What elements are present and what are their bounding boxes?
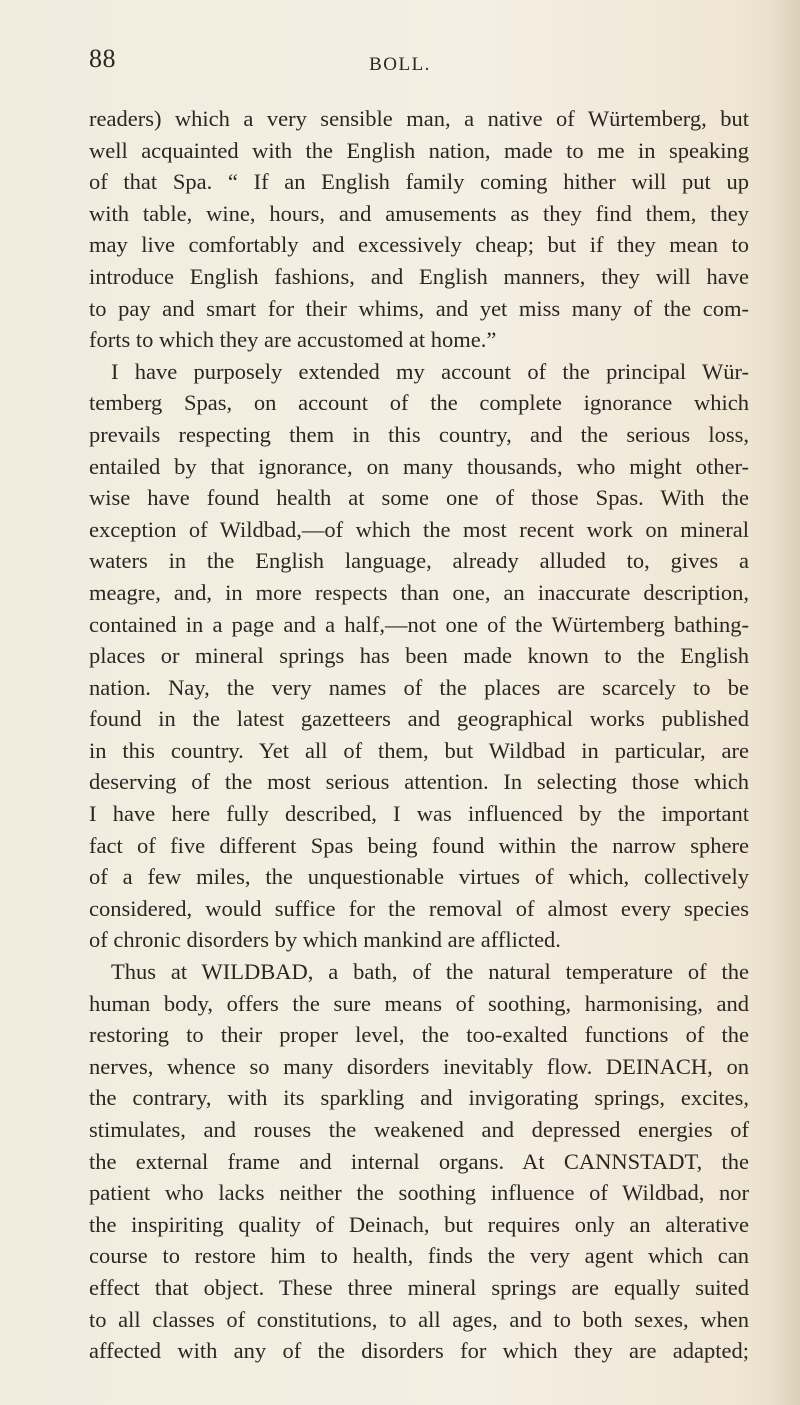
text-line: the inspiriting quality of Deinach, but requires only an alterative [89, 1211, 749, 1237]
body-text [89, 103, 749, 1367]
text-line: nerves, whence so many disorders inevitably flow. DEINACH, on [89, 1053, 749, 1079]
text-line: in this country. Yet all of them, but Wildbad in particular, are [89, 737, 749, 763]
text-line: meagre, and, in more respects than one, an inaccurate description, [89, 579, 749, 605]
text-line: entailed by that ignorance, on many thousands, who might other- [89, 453, 749, 479]
text-line: patient who lacks neither the soothing influence of Wildbad, nor [89, 1180, 749, 1206]
text-line: human body, offers the sure means of soothing, harmonising, and [89, 990, 749, 1016]
text-line: places or mineral springs has been made known to the English [89, 643, 749, 669]
text-line: stimulates, and rouses the weakened and depressed energies of [89, 1117, 749, 1142]
text-line: temberg Spas, on account of the complete ignorance which [89, 390, 749, 416]
text-line: contained in a page and a half,—not one of the Würtemberg bathing- [89, 611, 749, 637]
text-line: forts to which they are accustomed at home.” [89, 327, 497, 353]
text-line: the external frame and internal organs. At CANNSTADT, the [89, 1148, 749, 1174]
page-number: 88 [89, 44, 116, 73]
text-line: of chronic disorders by which mankind are afflicted. [89, 927, 561, 953]
text-line: may live comfortably and excessively cheap; but if they mean to [89, 232, 749, 258]
text-line: with table, wine, hours, and amusements as they find them, they [89, 200, 749, 226]
text-line: waters in the English language, already alluded to, gives a [89, 548, 749, 574]
text-line: of that Spa. “ If an English family coming hither will put up [89, 169, 749, 195]
text-line: introduce English fashions, and English manners, they will have [89, 263, 749, 289]
running-title: BOLL. [369, 54, 431, 75]
text-line: the contrary, with its sparkling and invigorating springs, excites, [89, 1085, 749, 1111]
text-line: fact of five different Spas being found within the narrow sphere [89, 832, 749, 858]
text-line: readers) which a very sensible man, a native of Würtemberg, but [89, 106, 749, 131]
text-line: course to restore him to health, finds the very agent which can [89, 1243, 749, 1269]
text-line: exception of Wildbad,—of which the most recent work on mineral [89, 516, 749, 542]
text-line: wise have found health at some one of those Spas. With the [89, 485, 749, 511]
page-edge-shadow [770, 0, 800, 1405]
text-line: to pay and smart for their whims, and yet miss many of the com- [89, 295, 749, 321]
text-line: prevails respecting them in this country, and the serious loss, [89, 421, 749, 447]
text-line: well acquainted with the English nation, made to me in speaking [89, 137, 749, 163]
text-line: effect that object. These three mineral springs are equally suited [89, 1274, 749, 1300]
text-line: to all classes of constitutions, to all ages, and to both sexes, when [89, 1306, 749, 1332]
text-line: I have here fully described, I was influenced by the important [89, 801, 749, 827]
text-line: Thus at WILDBAD, a bath, of the natural temperature of the [111, 959, 749, 985]
text-line: restoring to their proper level, the too-exalted functions of the [89, 1022, 749, 1048]
text-line: found in the latest gazetteers and geographical works published [89, 706, 749, 732]
text-line: nation. Nay, the very names of the places are scarcely to be [89, 674, 749, 700]
text-line: of a few miles, the unquestionable virtues of which, collectively [89, 864, 749, 890]
text-line: deserving of the most serious attention. In selecting those which [89, 769, 749, 795]
text-line: I have purposely extended my account of the principal Wür- [111, 358, 749, 384]
text-line: affected with any of the disorders for which they are adapted; [89, 1338, 749, 1364]
text-line: considered, would suffice for the removal of almost every species [89, 895, 749, 921]
